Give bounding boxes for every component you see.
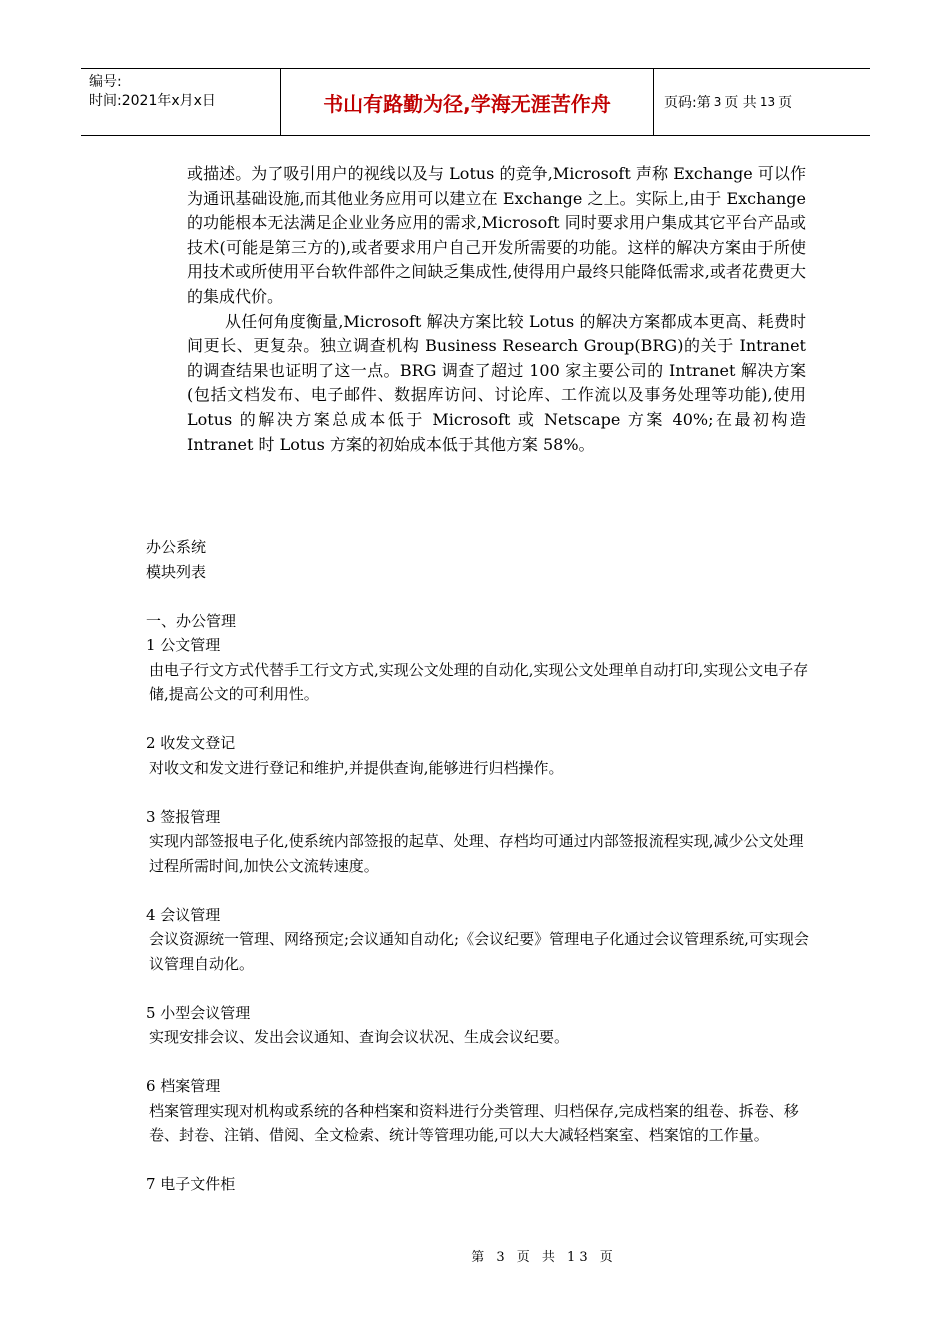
page-prefix: 页码:第 [664,95,711,111]
module-section [146,903,816,977]
module-title: 1 公文管理 [146,636,221,654]
module-description: 由电子行文方式代替手工行文方式,实现公文处理的自动化,实现公文处理单自动打印,实现公文电子存储,提高公文的可利用性。 [149,660,809,703]
page-current: 3 [713,95,722,109]
module-section [146,1074,816,1148]
module-section [146,731,816,780]
page-total: 13 [759,95,776,109]
spacer [146,584,816,609]
spacer [146,1050,816,1075]
page-mid: 页 共 [724,95,757,111]
header-page-info [654,69,870,135]
module-content [146,535,816,1197]
intro-text [187,162,806,457]
module-description: 档案管理实现对机构或系统的各种档案和资料进行分类管理、归档保存,完成档案的组卷、拆卷、移卷、封卷、注销、借阅、全文检索、统计等管理功能,可以大大减轻档案室、档案馆的工作量。 [149,1101,799,1144]
module-title: 5 小型会议管理 [146,1003,251,1022]
header-meta [81,69,281,135]
module-title: 7 电子文件柜 [146,1175,236,1193]
category-title: 一、办公管理 [146,611,237,630]
module-section [146,1172,816,1197]
spacer [146,878,816,903]
module-section [146,805,816,879]
module-section [146,1001,816,1050]
page-suffix: 页 [778,95,793,111]
intro-paragraph-1: 或描述。为了吸引用户的视线以及与 Lotus 的竞争,Microsoft 声称 Exchange 可以作为通讯基础设施,而其他业务应用可以建立在 Exchange 之上。实际上,由于 Exchange 的功能根本无法满足企业业务应用的需求,Microsoft 同时要求用户集成其它平台产品或技术(可能是第三方的),或者要求用户自己开发所需要的功能。这样的解决方案由于所使用技术或所使用平台软件部件之间缺乏集成性,使得用户最终只能降低需求,或者花费更大的集成代价。 [187,164,806,306]
intro-paragraph-2: 从任何角度衡量,Microsoft 解决方案比较 Lotus 的解决方案都成本更高、耗费时间更长、更复杂。独立调查机构 Business Research Group(BRG)的关于 Intranet 的调查结果也证明了这一点。BRG 调查了超过 100 家主要公司的 Intranet 解决方案(包括文档发布、电子邮件、数据库访问、讨论库、工作流以及事务处理等功能),使用 Lotus 的解决方案总成本低于 Microsoft 或 Netscape 方案 40%;在最初构造 Intranet 时 Lotus 方案的初始成本低于其他方案 58%。 [187,311,806,454]
page-header [81,68,870,136]
module-title: 4 会议管理 [146,905,221,924]
module-title: 2 收发文登记 [146,734,236,752]
header-motto: 书山有路勤为径,学海无涯苦作舟 [281,69,654,135]
document-number-label: 编号: [89,74,122,90]
spacer [146,976,816,1001]
module-description: 实现内部签报电子化,使系统内部签报的起草、处理、存档均可通过内部签报流程实现,减少公文处理过程所需时间,加快公文流转速度。 [149,832,804,875]
spacer [146,1148,816,1173]
module-section [146,633,816,707]
module-description: 对收文和发文进行登记和维护,并提供查询,能够进行归档操作。 [149,758,564,777]
system-title: 办公系统 [146,538,207,556]
module-title: 3 签报管理 [146,807,221,826]
module-list-title: 模块列表 [146,562,207,581]
module-description: 实现安排会议、发出会议通知、查询会议状况、生成会议纪要。 [149,1028,570,1046]
document-date: 时间:2021年x月x日 [89,93,216,109]
spacer [146,707,816,732]
module-description: 会议资源统一管理、网络预定;会议通知自动化;《会议纪要》管理电子化通过会议管理系统,可实现会议管理自动化。 [149,930,809,973]
module-title: 6 档案管理 [146,1077,221,1095]
page-footer: 第 3 页 共 13 页 [471,1250,617,1265]
spacer [146,780,816,805]
